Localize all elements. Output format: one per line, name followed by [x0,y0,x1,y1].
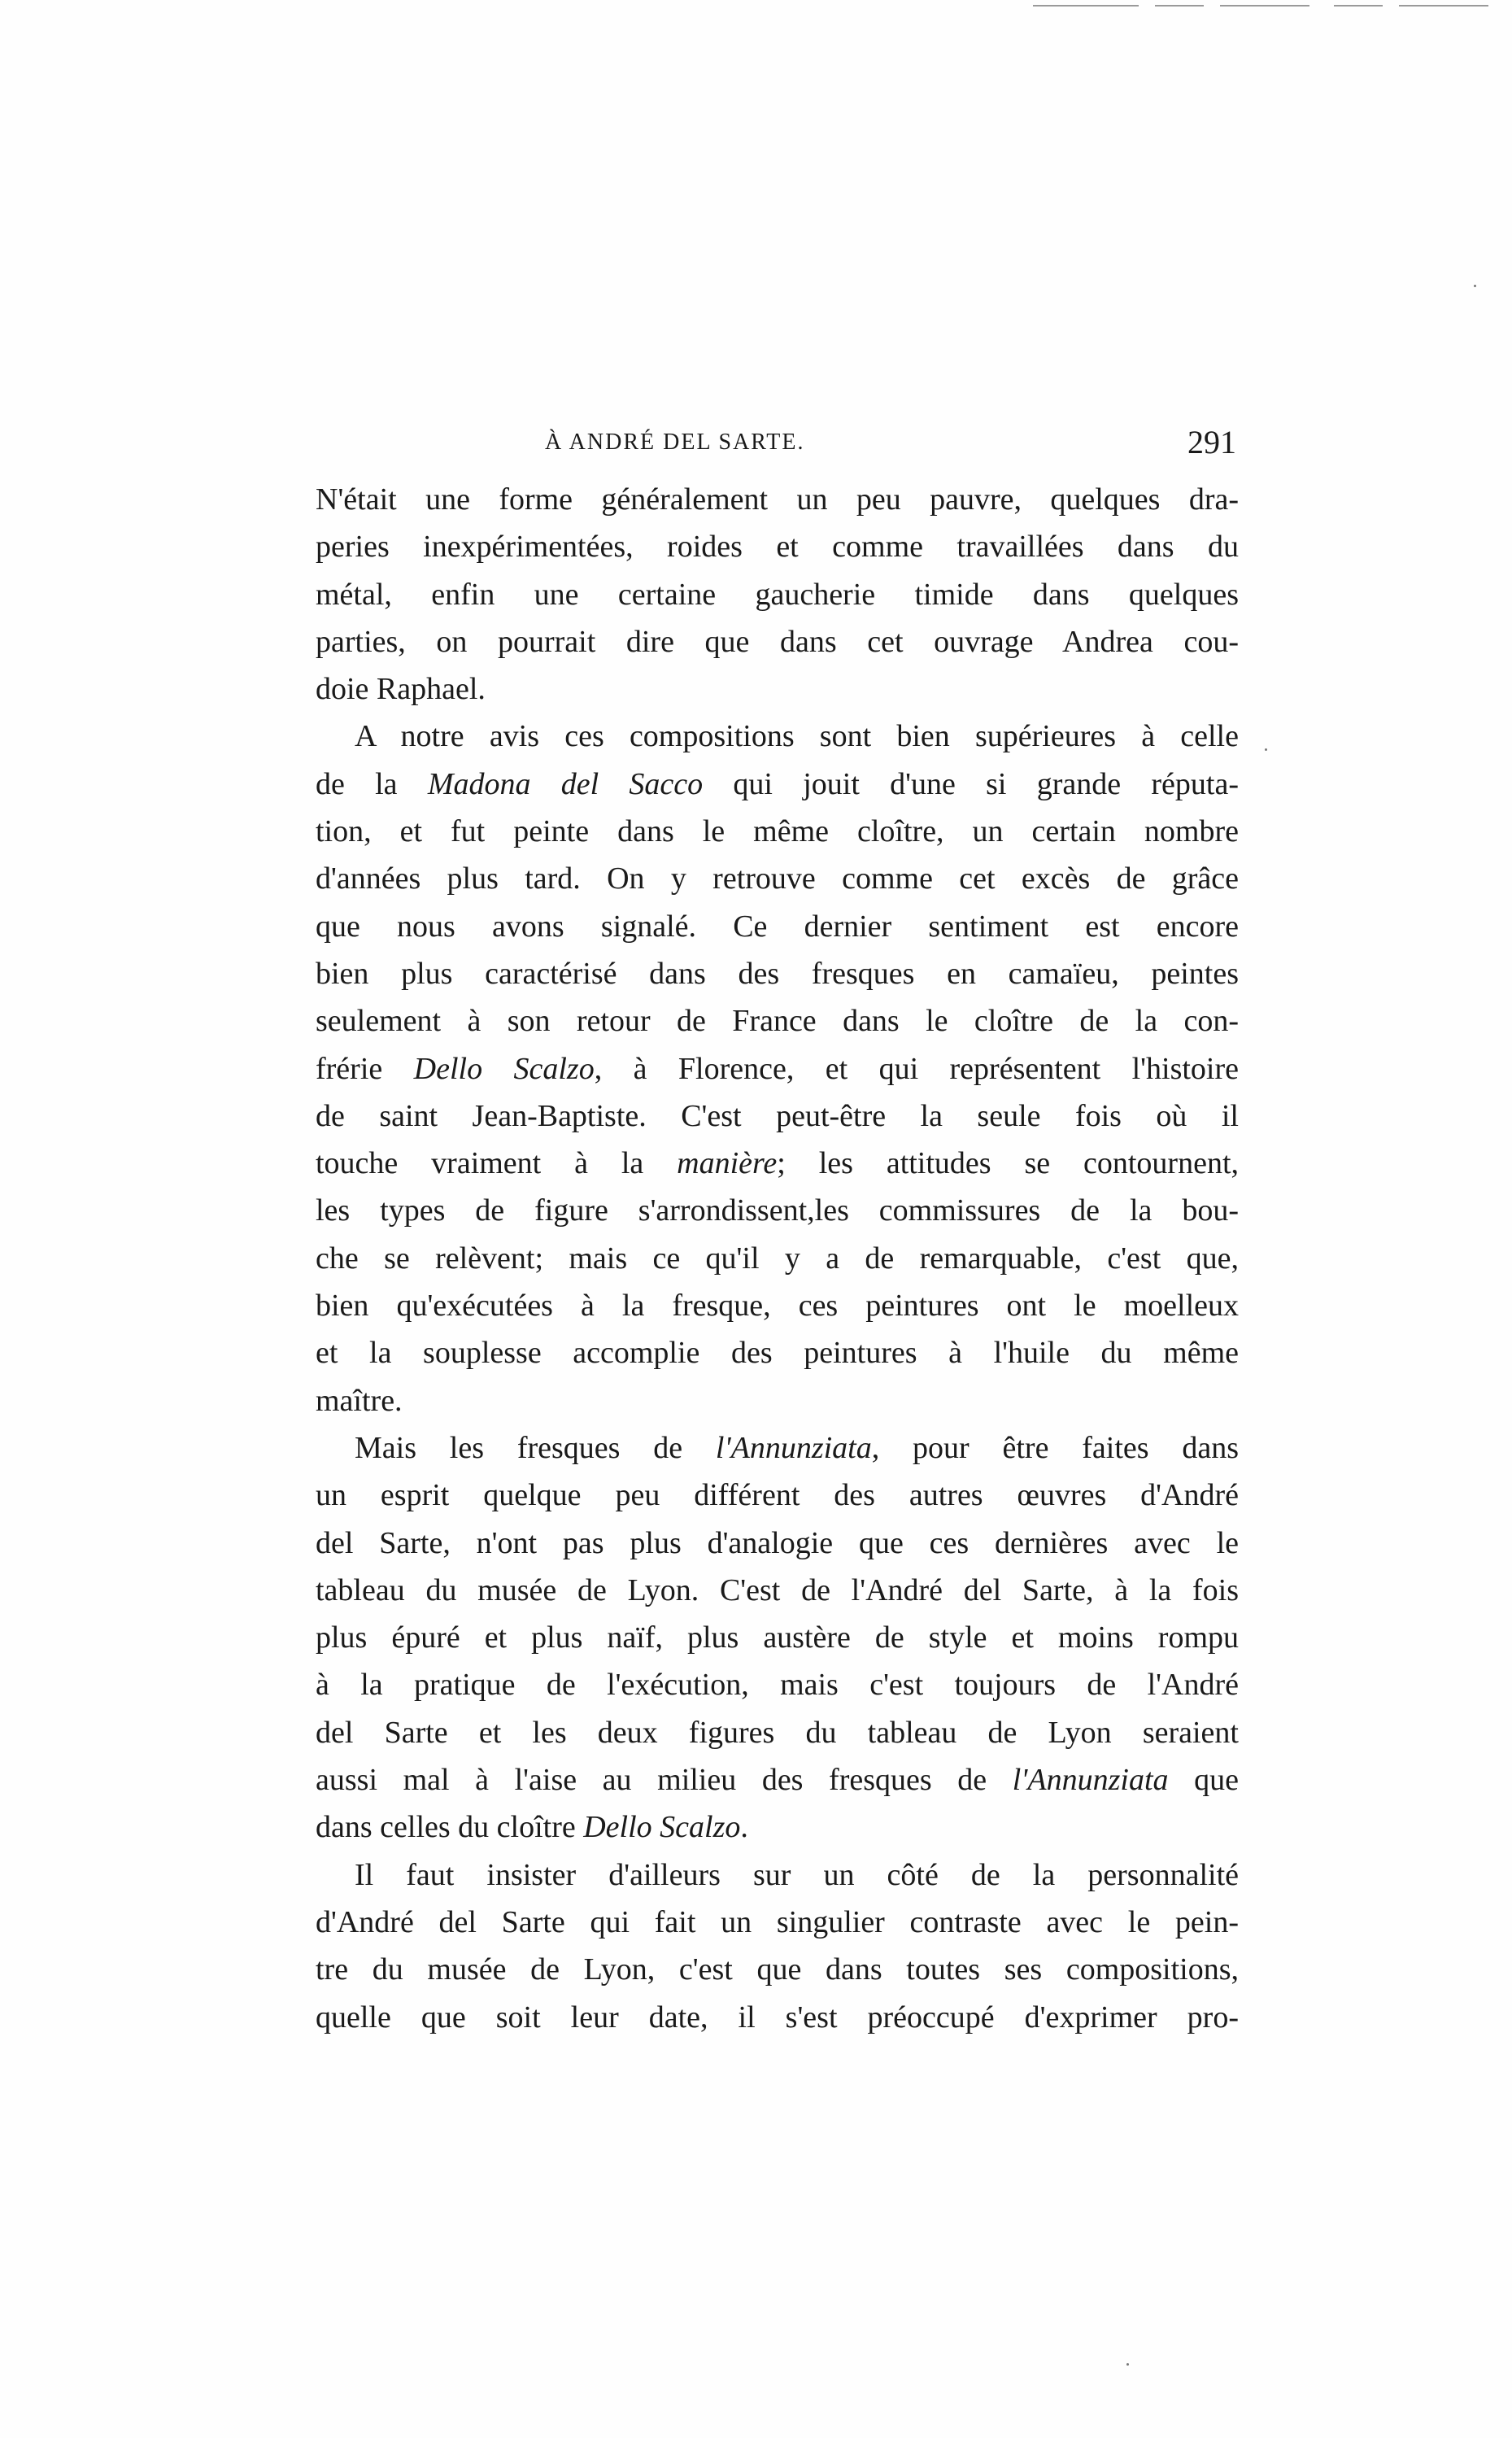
text-line: Il faut insister d'ailleurs sur un côté de la personnalité [355,1857,1239,1892]
text-line: touche vraiment à la manière; les attitudes se contournent, [316,1146,1239,1181]
text-line: Mais les fresques de l'Annunziata, pour être faites dans [355,1430,1239,1465]
text-line: che se relèvent; mais ce qu'il y a de remarquable, c'est que, [316,1241,1239,1276]
top-edge-rule [1155,5,1204,7]
page-number: 291 [1187,424,1236,460]
text-line: métal, enfin une certaine gaucherie timide dans quelques [316,577,1239,612]
text-line: à la pratique de l'exécution, mais c'est toujours de l'André [316,1668,1239,1703]
text-line: les types de figure s'arrondissent,les commissures de la bou- [316,1193,1239,1228]
text-line: bien qu'exécutées à la fresque, ces peintures ont le moelleux [316,1289,1239,1324]
text-line: A notre avis ces compositions sont bien supérieures à celle [355,719,1239,754]
text-line: d'André del Sarte qui fait un singulier contraste avec le pein- [316,1904,1239,1939]
text-line: peries inexpérimentées, roides et comme travaillées dans du [316,530,1239,565]
text-line: dans celles du cloître Dello Scalzo. [316,1810,748,1845]
text-line: del Sarte, n'ont pas plus d'analogie que ces dernières avec le [316,1525,1239,1560]
text-line: parties, on pourrait dire que dans cet ouvrage Andrea cou- [316,624,1239,659]
top-edge-rule [1334,5,1383,7]
running-title: À ANDRÉ DEL SARTE. [545,430,805,455]
text-line: tre du musée de Lyon, c'est que dans toutes ses compositions, [316,1952,1239,1987]
text-line: quelle que soit leur date, il s'est préoccupé d'exprimer pro- [316,2000,1239,2035]
text-line: bien plus caractérisé dans des fresques en camaïeu, peintes [316,956,1239,991]
text-line: un esprit quelque peu différent des autres œuvres d'André [316,1478,1239,1513]
top-edge-rule [1399,5,1488,7]
text-line: frérie Dello Scalzo, à Florence, et qui représentent l'histoire [316,1051,1239,1086]
text-line: doie Raphael. [316,672,486,707]
text-line: et la souplesse accomplie des peintures à l'huile du même [316,1336,1239,1371]
page-header [317,423,1236,472]
top-edge-rule [1220,5,1309,7]
text-line: del Sarte et les deux figures du tableau de Lyon seraient [316,1715,1239,1750]
text-line: seulement à son retour de France dans le cloître de la con- [316,1004,1239,1039]
text-line: tableau du musée de Lyon. C'est de l'André del Sarte, à la fois [316,1572,1239,1607]
body-text [316,476,1239,2041]
text-line: que nous avons signalé. Ce dernier sentiment est encore [316,909,1239,944]
text-line: de la Madona del Sacco qui jouit d'une si grande réputa- [316,766,1239,801]
text-line: tion, et fut peinte dans le même cloître, un certain nombre [316,814,1239,849]
text-line: aussi mal à l'aise au milieu des fresques de l'Annunziata que [316,1763,1239,1798]
paper-speck [1126,2363,1129,2366]
text-line: plus épuré et plus naïf, plus austère de style et moins rompu [316,1620,1239,1655]
text-line: de saint Jean-Baptiste. C'est peut-être la seule fois où il [316,1098,1239,1133]
text-line: d'années plus tard. On y retrouve comme cet excès de grâce [316,861,1239,896]
text-line: N'était une forme généralement un peu pauvre, quelques dra- [316,482,1239,517]
paper-speck [1474,285,1476,287]
top-edge-rule [1033,5,1139,7]
paper-speck [1265,748,1267,751]
text-line: maître. [316,1383,403,1418]
